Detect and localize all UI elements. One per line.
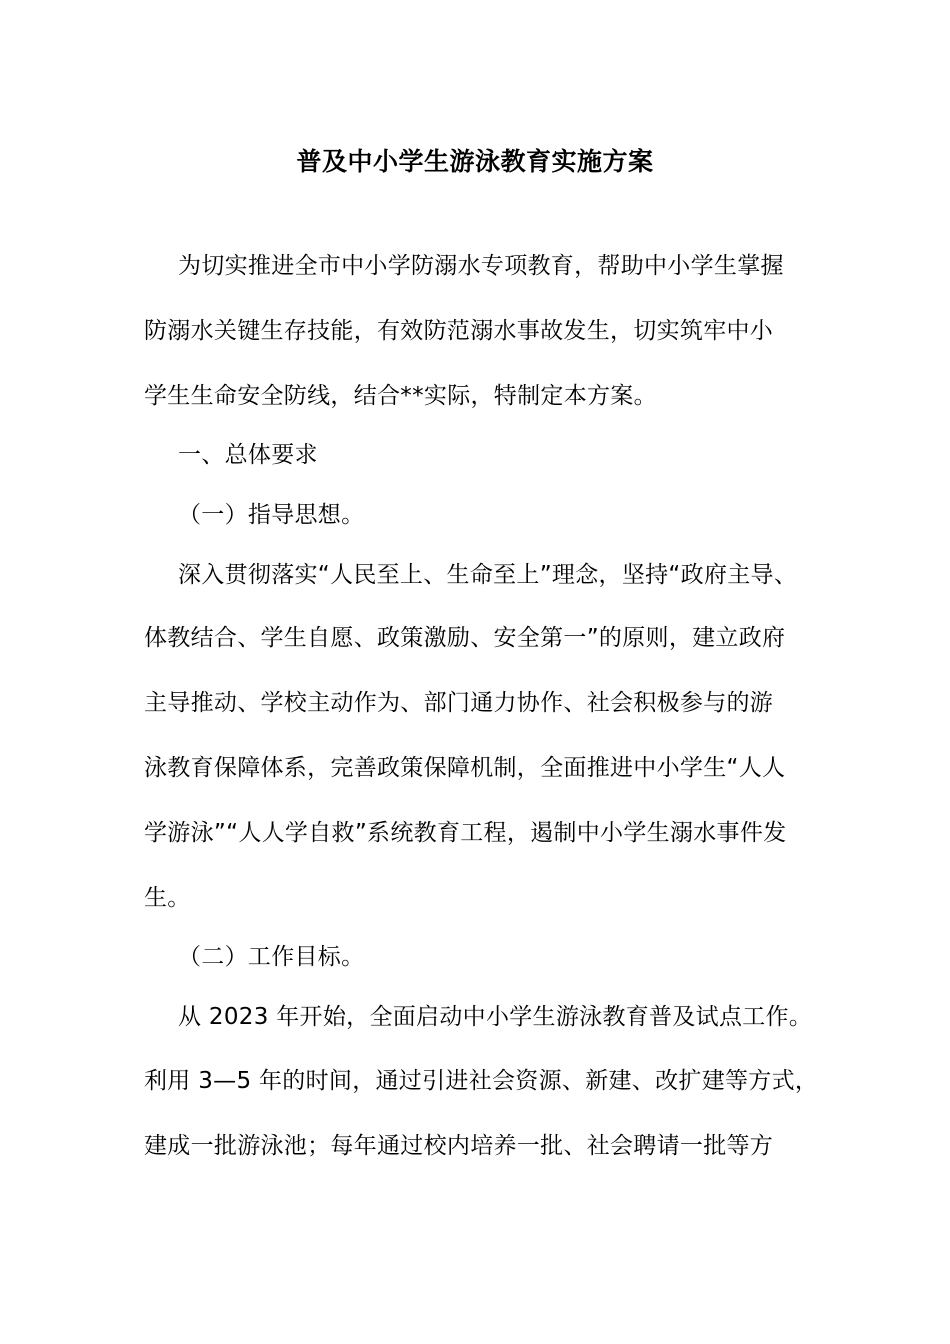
guiding-line-4: 泳教育保障体系，完善政策保障机制，全面推进中小学生“人人 — [144, 755, 786, 781]
intro-line-1: 为切实推进全市中小学防溺水专项教育，帮助中小学生掌握 — [178, 253, 784, 279]
intro-line-2: 防溺水关键生存技能，有效防范溺水事故发生，切实筑牢中小 — [144, 318, 774, 344]
guiding-line-6: 生。 — [144, 885, 191, 911]
guiding-line-2: 体教结合、学生自愿、政策激励、安全第一”的原则，建立政府 — [144, 625, 786, 651]
guiding-line-3: 主导推动、学校主动作为、部门通力协作、社会积极参与的游 — [144, 690, 774, 716]
section-heading-general: 一、总体要求 — [178, 442, 318, 468]
guiding-line-5: 学游泳”“人人学自救”系统教育工程，遏制中小学生溺水事件发 — [144, 820, 787, 846]
goals-line-1: 从 2023 年开始，全面启动中小学生游泳教育普及试点工作。 — [178, 1004, 813, 1030]
goals-line-2: 利用 3—5 年的时间，通过引进社会资源、新建、改扩建等方式， — [144, 1068, 819, 1094]
document-title: 普及中小学生游泳教育实施方案 — [296, 147, 654, 176]
intro-line-3: 学生生命安全防线，结合**实际，特制定本方案。 — [144, 383, 657, 409]
goals-line-3: 建成一批游泳池；每年通过校内培养一批、社会聘请一批等方 — [144, 1133, 774, 1159]
subheading-guiding-thought: （一）指导思想。 — [178, 502, 365, 528]
guiding-line-1: 深入贯彻落实“人民至上、生命至上”理念，坚持“政府主导、 — [178, 562, 798, 588]
subheading-work-goals: （二）工作目标。 — [178, 944, 365, 970]
